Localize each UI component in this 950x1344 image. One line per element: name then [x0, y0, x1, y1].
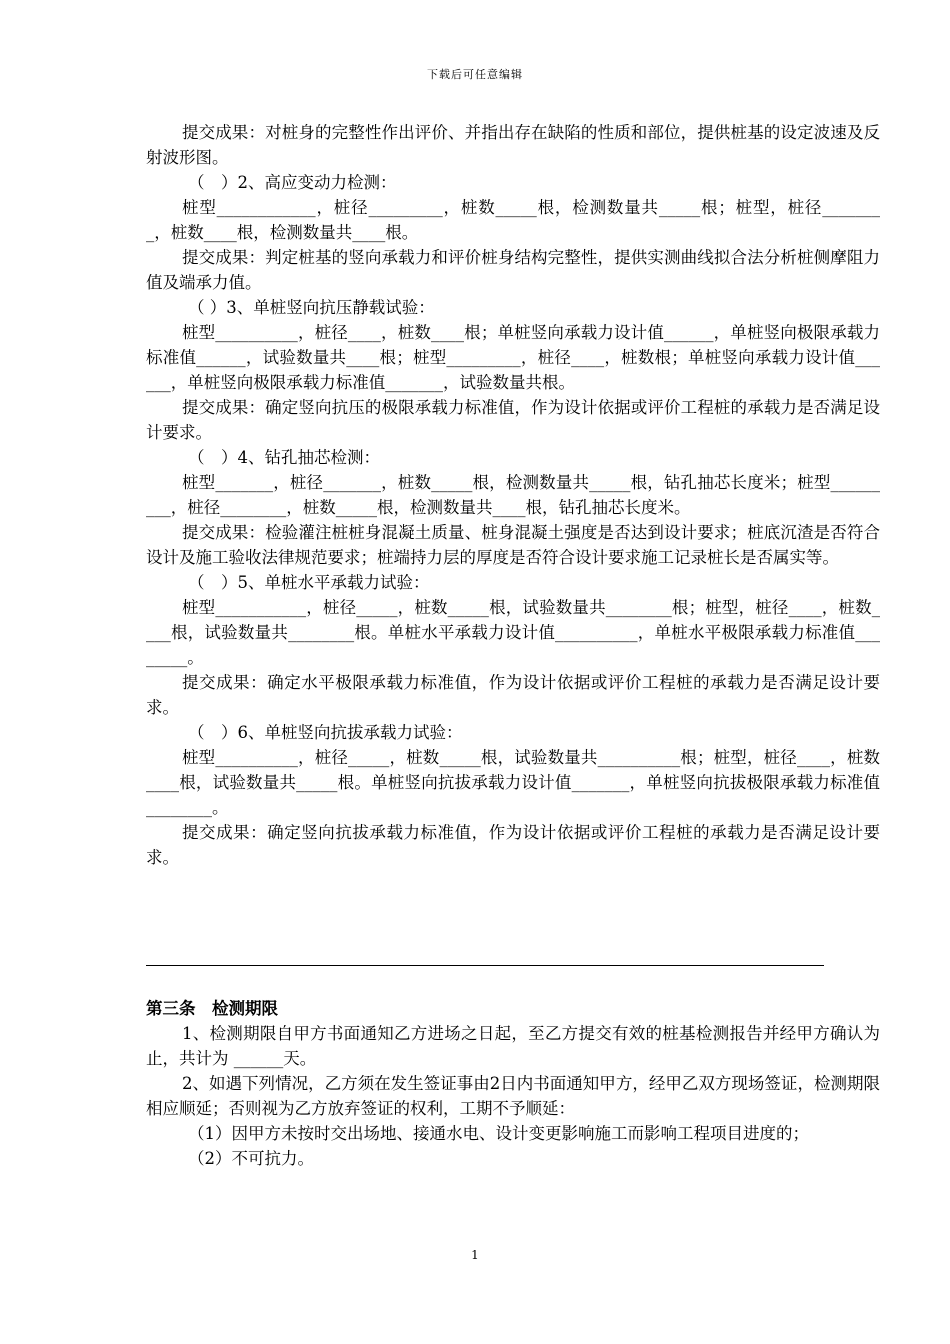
item-heading: （ ）6、单桩竖向抗拔承载力试验： [188, 723, 463, 742]
paragraph: 提交成果：判定桩基的竖向承载力和评价桩身结构完整性，提供实测曲线拟合法分析桩侧摩阻力值及端承力值。 [146, 248, 880, 292]
paragraph: 提交成果：确定竖向抗压的极限承载力标准值，作为设计依据或评价工程桩的承载力是否满足设计要求。 [146, 398, 880, 442]
item-heading: （ ）5、单桩水平承载力试验： [188, 573, 430, 592]
item-heading: （ ）3、单桩竖向抗压静载试验： [188, 298, 435, 317]
paragraph: 2、如遇下列情况，乙方须在发生签证事由2日内书面通知甲方，经甲乙双方现场签证，检测期限相应顺延；否则视为乙方放弃签证的权利，工期不予顺延： [146, 1074, 880, 1118]
paragraph: 桩型___________，桩径_____，桩数_____根，试验数量共________根；桩型，桩径____，桩数____根，试验数量共________根。单桩水平承载力设计值__________，单桩水平极限承载力标准值________。 [146, 598, 880, 667]
list-item: （2）不可抗力。 [188, 1149, 314, 1168]
document-body [146, 120, 880, 870]
paragraph: 桩型__________，桩径_____，桩数_____根，试验数量共__________根；桩型，桩径____，桩数____根，试验数量共_____根。单桩竖向抗拔承载力设计值_______，单桩竖向抗拔极限承载力标准值________。 [146, 748, 880, 817]
paragraph: 桩型__________，桩径____，桩数____根；单桩竖向承载力设计值______，单桩竖向极限承载力标准值______，试验数量共____根；桩型_________，桩径____，桩数根；单桩竖向承载力设计值______，单桩竖向极限承载力标准值_______，试验数量共根。 [146, 323, 880, 392]
paragraph: 桩型____________，桩径_________，桩数_____根，检测数量共_____根；桩型，桩径________，桩数____根，检测数量共____根。 [146, 198, 880, 242]
section-heading: 第三条 检测期限 [146, 999, 278, 1018]
list-item: （1）因甲方未按时交出场地、接通水电、设计变更影响施工而影响工程项目进度的； [188, 1124, 809, 1143]
section-detection-period [146, 996, 880, 1171]
paragraph: 提交成果：对桩身的完整性作出评价、并指出存在缺陷的性质和部位，提供桩基的设定波速及反射波形图。 [146, 123, 880, 167]
item-heading: （ ）4、钻孔抽芯检测： [188, 448, 380, 467]
paragraph: 提交成果：确定水平极限承载力标准值，作为设计依据或评价工程桩的承载力是否满足设计要求。 [146, 673, 880, 717]
item-heading: （ ）2、高应变动力检测： [188, 173, 397, 192]
paragraph: 桩型_______，桩径_______，桩数_____根，检测数量共_____根，钻孔抽芯长度米；桩型_________，桩径________，桩数_____根，检测数量共____根，钻孔抽芯长度米。 [146, 473, 880, 517]
paragraph: 提交成果：确定竖向抗拔承载力标准值，作为设计依据或评价工程桩的承载力是否满足设计要求。 [146, 823, 880, 867]
paragraph: 提交成果：检验灌注桩桩身混凝土质量、桩身混凝土强度是否达到设计要求；桩底沉渣是否符合设计及施工验收法律规范要求；桩端持力层的厚度是否符合设计要求施工记录桩长是否属实等。 [146, 523, 880, 567]
paragraph: 1、检测期限自甲方书面通知乙方进场之日起，至乙方提交有效的桩基检测报告并经甲方确认为止，共计为 ______天。 [146, 1024, 880, 1068]
page-number: 1 [471, 1248, 479, 1262]
page-header: 下载后可任意编辑 [427, 68, 523, 81]
horizontal-divider [146, 965, 824, 966]
